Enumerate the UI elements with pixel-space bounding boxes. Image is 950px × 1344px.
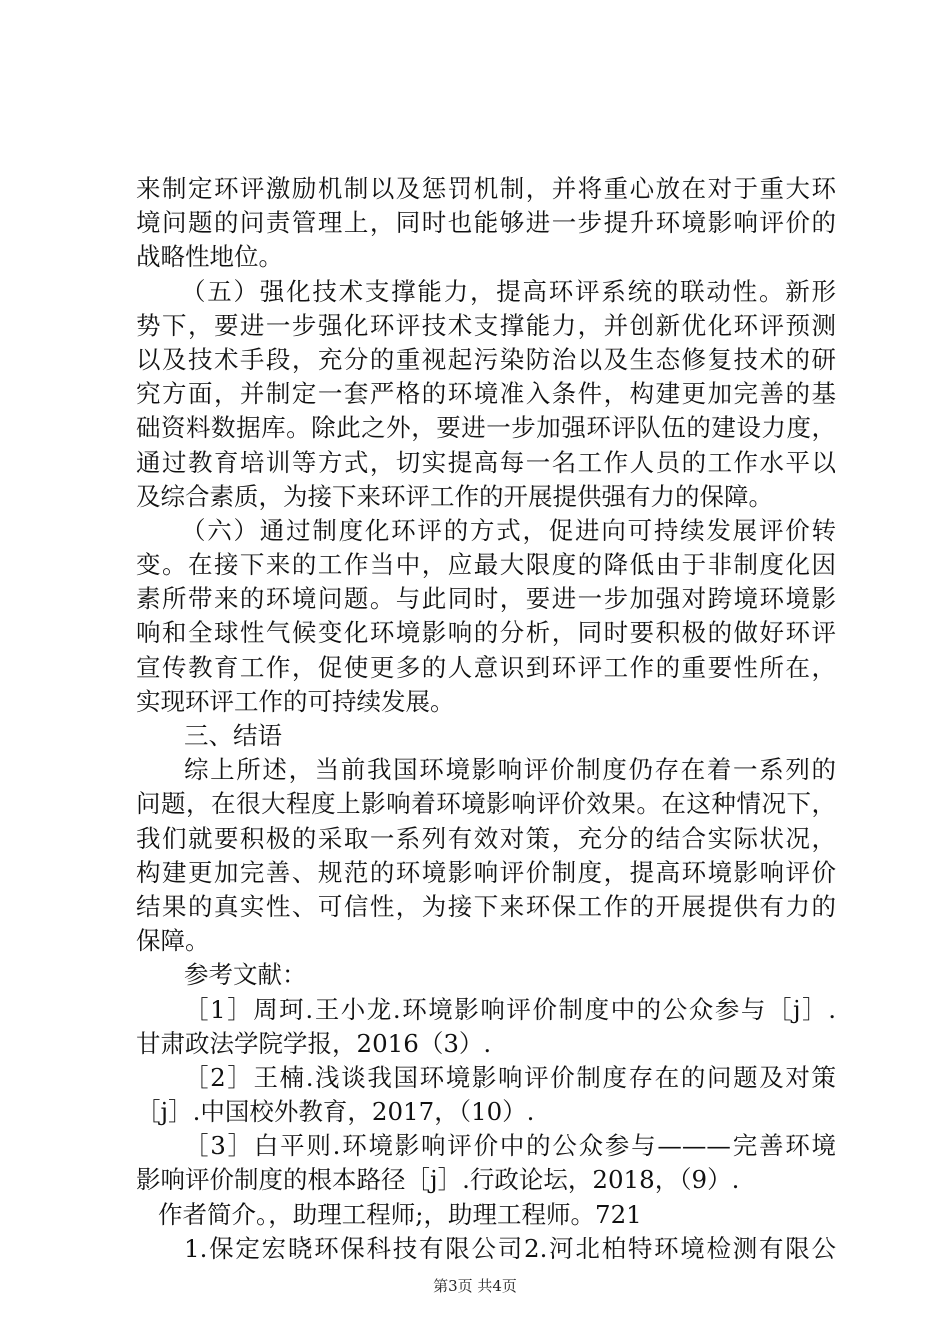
body-text (136, 172, 836, 1266)
text-line: 问题，在很大程度上影响着环境影响评价效果。在这种情况下， (136, 789, 836, 819)
text-line: 参考文献： (184, 960, 307, 990)
text-line: 结果的真实性、可信性，为接下来环保工作的开展提供有力的 (136, 891, 836, 921)
text-line: 境问题的问责管理上，同时也能够进一步提升环境影响评价的 (136, 208, 836, 238)
text-line: 宣传教育工作，促使更多的人意识到环评工作的重要性所在， (136, 652, 836, 682)
text-line: ［j］.中国校外教育，2017，（10）. (136, 1097, 535, 1127)
text-line: 究方面，并制定一套严格的环境准入条件，构建更加完善的基 (136, 379, 836, 409)
text-line: 1.保定宏晓环保科技有限公司2.河北柏特环境检测有限公 (184, 1233, 836, 1263)
text-line: 甘肃政法学院学报，2016（3）. (136, 1028, 492, 1058)
text-line: 综上所述，当前我国环境影响评价制度仍存在着一系列的 (184, 755, 836, 785)
text-line: 素所带来的环境问题。与此同时，要进一步加强对跨境环境影 (136, 584, 836, 614)
text-line: （六）通过制度化环评的方式，促进向可持续发展评价转 (181, 515, 836, 545)
text-line: 影响评价制度的根本路径［j］.行政论坛，2018，（9）. (136, 1165, 740, 1195)
page-footer: 第3页 共4页 (433, 1277, 517, 1295)
text-line: 势下，要进一步强化环评技术支撑能力，并创新优化环评预测 (136, 310, 836, 340)
text-line: 响和全球性气候变化环境影响的分析，同时要积极的做好环评 (136, 618, 836, 648)
text-line: 我们就要积极的采取一系列有效对策，充分的结合实际状况， (136, 823, 836, 853)
text-line: 础资料数据库。除此之外，要进一步加强环评队伍的建设力度， (136, 413, 836, 443)
text-line: （五）强化技术支撑能力，提高环评系统的联动性。新形 (181, 276, 836, 306)
text-line: 通过教育培训等方式，切实提高每一名工作人员的工作水平以 (136, 447, 836, 477)
text-line: ［1］周珂.王小龙.环境影响评价制度中的公众参与［j］. (184, 994, 836, 1024)
text-line: 变。在接下来的工作当中，应最大限度的降低由于非制度化因 (136, 550, 836, 580)
text-line: 实现环评工作的可持续发展。 (136, 686, 455, 716)
text-line: ［2］王楠.浅谈我国环境影响评价制度存在的问题及对策 (184, 1062, 836, 1092)
text-line: 保障。 (136, 926, 210, 956)
text-line: ［3］白平则.环境影响评价中的公众参与———完善环境 (184, 1131, 836, 1161)
text-line: 战略性地位。 (136, 242, 283, 272)
text-line: 及综合素质，为接下来环评工作的开展提供强有力的保障。 (136, 481, 773, 511)
text-line: 作者简介。，助理工程师;，助理工程师。721 (158, 1199, 642, 1229)
text-line: 三、结语 (184, 721, 282, 750)
text-line: 构建更加完善、规范的环境影响评价制度，提高环境影响评价 (136, 857, 836, 887)
text-line: 来制定环评激励机制以及惩罚机制，并将重心放在对于重大环 (136, 174, 836, 203)
text-line: 以及技术手段，充分的重视起污染防治以及生态修复技术的研 (136, 344, 836, 374)
